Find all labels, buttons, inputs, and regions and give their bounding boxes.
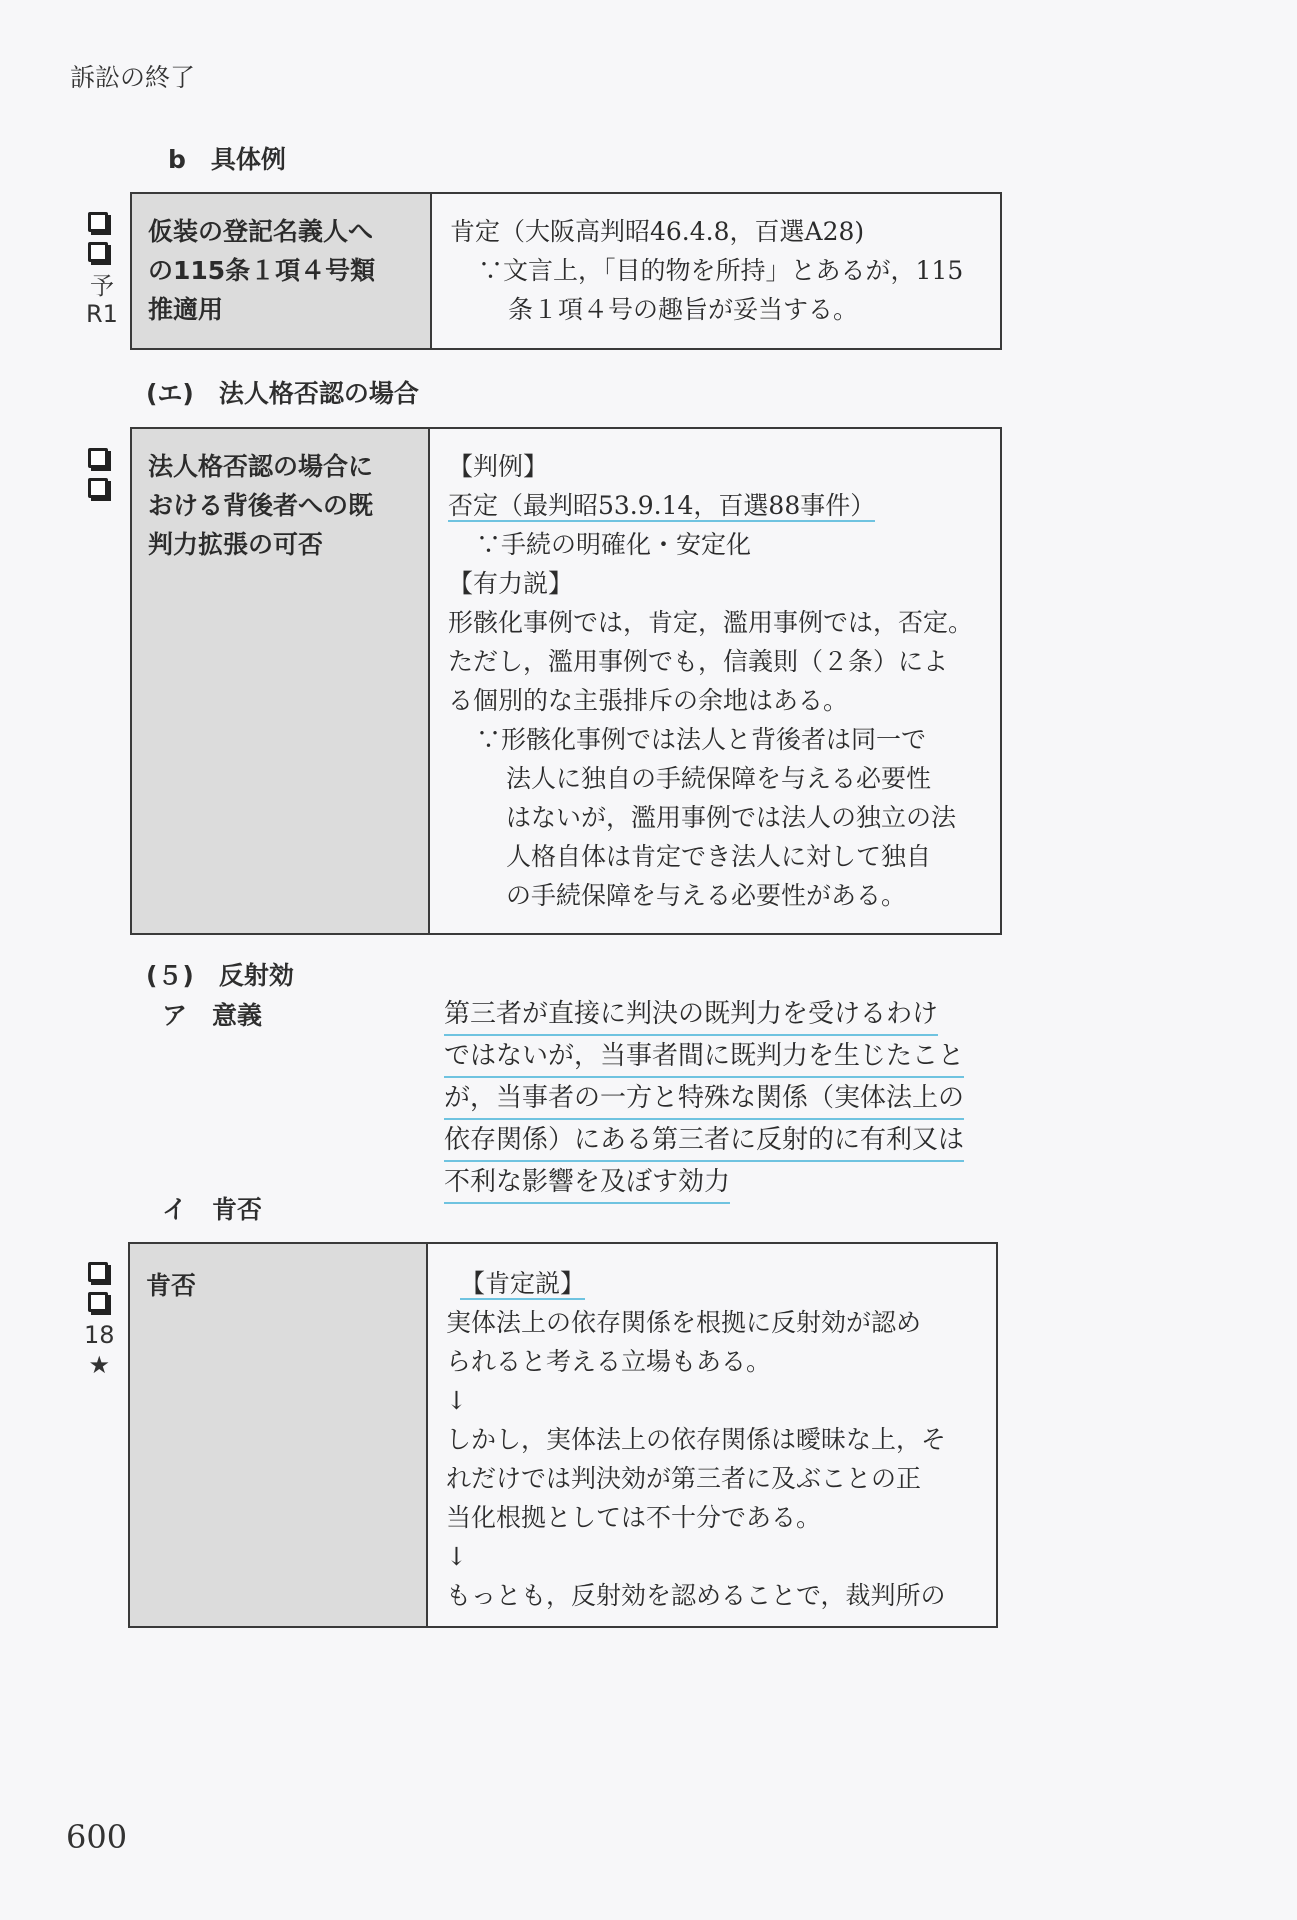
- row-content-line: 否定（最判昭53.9.14，百選88事件）: [448, 491, 876, 520]
- margin-note: [84, 1320, 115, 1380]
- section-heading-e: (エ) 法人格否認の場合: [146, 379, 419, 408]
- definition-line: 第三者が直接に判決の既判力を受けるわけ: [444, 994, 938, 1036]
- row-label: [132, 429, 430, 933]
- row-content-line: はないが，濫用事例では法人の独立の法: [506, 803, 957, 832]
- checkbox[interactable]: [88, 448, 108, 468]
- row-content-line: しかし，実体法上の依存関係は曖昧な上，そ: [446, 1425, 947, 1454]
- arrow-down-icon: ↓: [446, 1542, 467, 1571]
- row-content-line: 肯定（大阪高判昭46.4.8，百選A28): [450, 217, 865, 246]
- row-content: [430, 429, 1000, 933]
- margin-note-line: 18: [84, 1321, 115, 1349]
- row-content-line: もっとも，反射効を認めることで，裁判所の: [446, 1581, 946, 1610]
- row-content-line: 実体法上の依存関係を根拠に反射効が認め: [446, 1308, 922, 1337]
- row-content-line: ∵形骸化事例では法人と背後者は同一で: [476, 725, 927, 754]
- star-icon: ★: [88, 1351, 111, 1379]
- row-content-line: 条１項４号の趣旨が妥当する。: [508, 295, 859, 324]
- row-label-line: の115条１項４号類: [148, 256, 376, 285]
- row-content-line: ただし，濫用事例でも，信義則（２条）によ: [448, 647, 949, 676]
- checkbox[interactable]: [88, 1292, 108, 1312]
- row-content-line: 法人に独自の手続保障を与える必要性: [506, 764, 932, 793]
- table-row-validity: [128, 1242, 998, 1628]
- subheading-validity: イ 肯否: [162, 1195, 263, 1224]
- row-content-line: 【判例】: [448, 452, 549, 481]
- arrow-down-icon: ↓: [446, 1386, 467, 1415]
- row-content-line: る個別的な主張排斥の余地はある。: [448, 686, 849, 715]
- row-content-line: 【有力説】: [448, 569, 574, 598]
- row-label-line: 判力拡張の可否: [148, 530, 324, 559]
- row-content-line: 人格自体は肯定でき法人に対して独自: [506, 842, 932, 871]
- section-heading-5: (５) 反射効: [146, 961, 294, 990]
- table-row-b: [130, 192, 1002, 350]
- row-label: [130, 1244, 428, 1626]
- subheading-meaning: ア 意義: [162, 1001, 263, 1030]
- row-content: [432, 194, 1000, 348]
- checkbox[interactable]: [88, 212, 108, 232]
- table-row-e: [130, 427, 1002, 935]
- row-content-line: ∵文言上，「目的物を所持」とあるが，115: [478, 256, 964, 285]
- row-content: [428, 1244, 996, 1626]
- row-content-line: られると考える立場もある。: [446, 1347, 772, 1376]
- definition-line: が，当事者の一方と特殊な関係（実体法上の: [444, 1078, 964, 1120]
- row-content-line: 形骸化事例では，肯定，濫用事例では，否定。: [448, 608, 974, 637]
- checkbox[interactable]: [88, 1262, 108, 1282]
- row-content-line: れだけでは判決効が第三者に及ぶことの正: [446, 1464, 922, 1493]
- row-label-line: 仮装の登記名義人へ: [148, 217, 374, 246]
- definition-text: [444, 994, 964, 1204]
- definition-line: 依存関係）にある第三者に反射的に有利又は: [444, 1120, 964, 1162]
- margin-note: [86, 272, 118, 328]
- running-header: 訴訟の終了: [70, 63, 196, 92]
- page-number: 600: [66, 1818, 128, 1856]
- row-label-line: 肯否: [146, 1271, 197, 1300]
- row-content-line: ∵手続の明確化・安定化: [476, 530, 752, 559]
- row-label-line: 法人格否認の場合に: [148, 452, 374, 481]
- definition-line: ではないが，当事者間に既判力を生じたこと: [444, 1036, 964, 1078]
- row-content-line: 当化根拠としては不十分である。: [446, 1503, 822, 1532]
- margin-note-line: 予: [89, 272, 114, 300]
- row-label-line: おける背後者への既: [148, 491, 374, 520]
- row-label: [132, 194, 432, 348]
- row-content-line: の手続保障を与える必要性がある。: [506, 881, 907, 910]
- row-content-line: 【肯定説】: [460, 1269, 586, 1298]
- checkbox[interactable]: [88, 478, 108, 498]
- section-heading-b: b 具体例: [168, 145, 286, 174]
- definition-line: 不利な影響を及ぼす効力: [444, 1162, 730, 1204]
- checkbox[interactable]: [88, 242, 108, 262]
- margin-note-line: R1: [86, 300, 118, 328]
- row-label-line: 推適用: [148, 295, 224, 324]
